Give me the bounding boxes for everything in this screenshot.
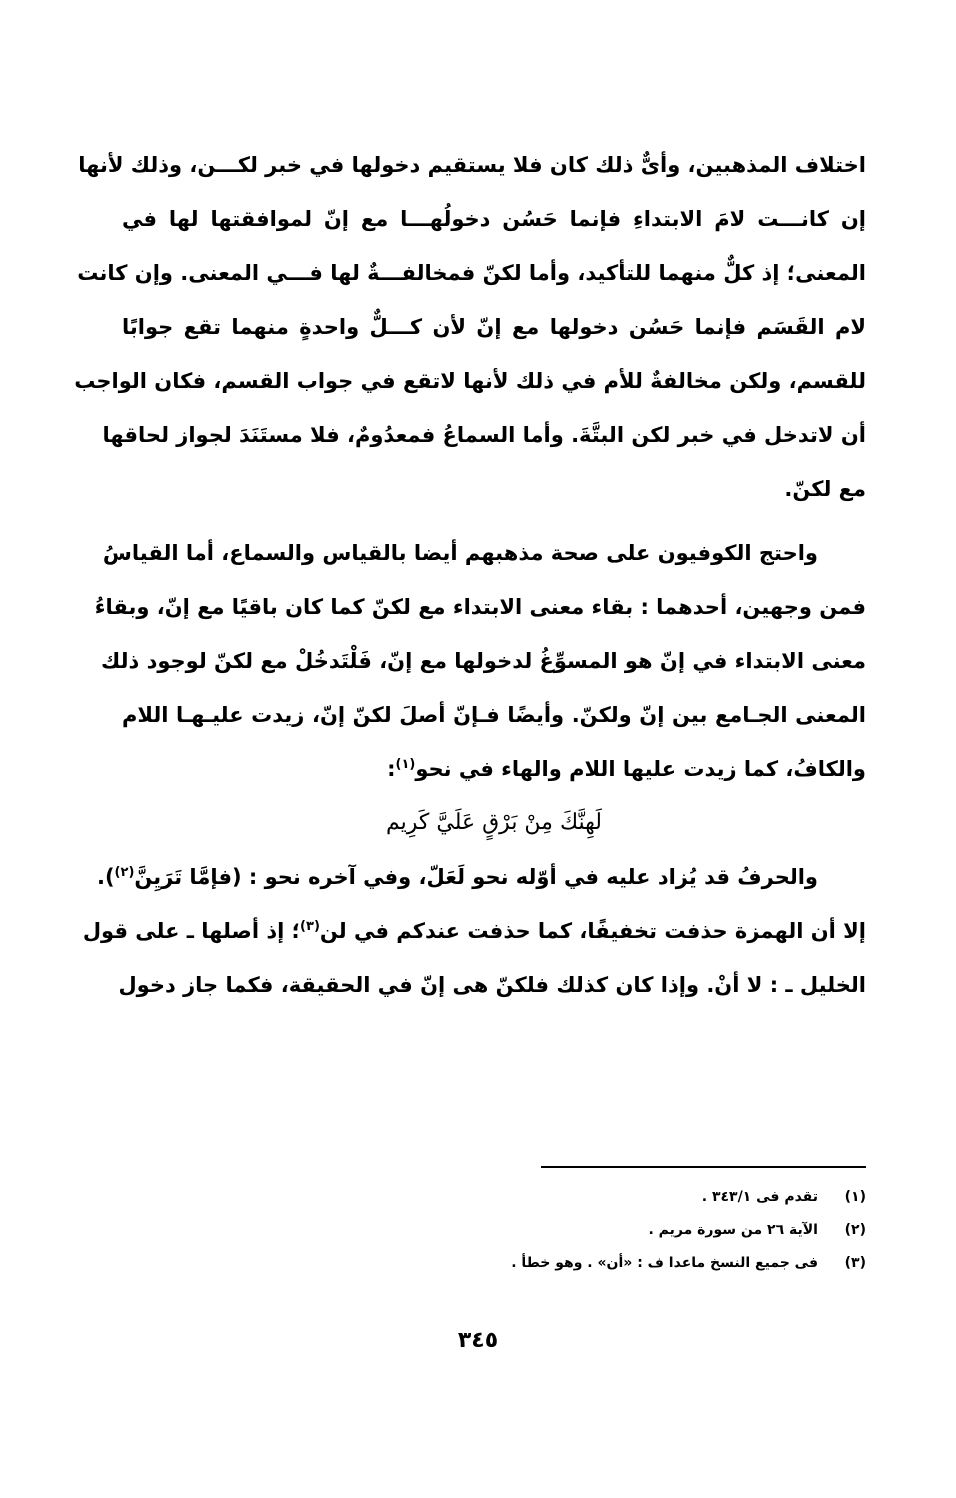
footnote-number: (٢) bbox=[844, 1221, 866, 1238]
paragraph-2 bbox=[94, 526, 866, 796]
footnote-text: تقدم فى ٣٤٣/١ . bbox=[701, 1188, 818, 1205]
footnote-item bbox=[511, 1180, 866, 1213]
text-line: للقسم، ولكن مخالفةٌ للأم في ذلك لأنها لاتقع في جواب القسم، فكان الواجب bbox=[74, 369, 866, 393]
text-line: المعنى؛ إذ كلٌّ منهما للتأكيد، وأما لكنّ فمخالفـــةٌ لها فـــي المعنى. وإن كانت bbox=[77, 261, 866, 285]
text-line: إن كانـــت لامَ الابتداءِ فإنما حَسُن دخولُهـــا مع إنّ لموافقتها لها في bbox=[122, 207, 866, 231]
text-segment: والكافُ، كما زيدت عليها اللام والهاء في نحو bbox=[415, 757, 866, 781]
text-line bbox=[96, 850, 866, 904]
footnote-number: (١) bbox=[844, 1188, 866, 1205]
footnote-text: الآية ٢٦ من سورة مريم . bbox=[648, 1221, 818, 1238]
main-text bbox=[74, 138, 866, 1012]
paragraph-1 bbox=[74, 138, 866, 516]
footnote-separator bbox=[541, 1166, 866, 1168]
text-segment: ؛ إذ أصلها ـ على قول bbox=[82, 919, 301, 943]
text-line: واحتج الكوفيون على صحة مذهبهم أيضا بالقياس والسماع، أما القياسُ bbox=[102, 541, 818, 565]
footnote-ref-2: (٢) bbox=[114, 865, 135, 880]
paragraph-3 bbox=[82, 850, 866, 1012]
text-line: لام القَسَم فإنما حَسُن دخولها مع إنّ لأن كـــلٌّ واحدةٍ منهما تقع جوابًا bbox=[122, 315, 866, 339]
poetry-verse: لَهِنَّكَ مِنْ بَرْقٍ عَلَيَّ كَرِيم bbox=[386, 810, 602, 835]
text-line: أن لاتدخل في خبر لكن البتَّةَ. وأما السماعُ فمعدُومٌ، فلا مستَنَدَ لجواز لحاقها bbox=[102, 423, 866, 447]
text-line: الخليل ـ : لا أنْ. وإذا كان كذلك فلكنّ هى إنّ في الحقيقة، فكما جاز دخول bbox=[118, 973, 866, 997]
footnote-item bbox=[511, 1213, 866, 1246]
text-segment: ). bbox=[96, 865, 115, 889]
text-line: فمن وجهين، أحدهما : بقاء معنى الابتداء مع لكنّ كما كان باقيًا مع إنّ، وبقاءُ bbox=[94, 595, 866, 619]
text-segment: : bbox=[387, 757, 396, 781]
footnote-text: فى جميع النسخ ماعدا ف : «أن» . وهو خطأ . bbox=[511, 1254, 818, 1271]
footnotes bbox=[511, 1180, 866, 1279]
page-number: ٣٤٥ bbox=[457, 1328, 499, 1353]
text-segment: إلا أن الهمزة حذفت تخفيفًا، كما حذفت عندكم في لن bbox=[319, 919, 866, 943]
text-line: معنى الابتداء في إنّ هو المسوِّغُ لدخولها مع إنّ، فَلْتَدخُلْ مع لكنّ لوجود ذلك bbox=[101, 649, 866, 673]
footnote-number: (٣) bbox=[844, 1254, 866, 1271]
text-line bbox=[122, 742, 866, 796]
text-line: المعنى الجـامع بين إنّ ولكنّ. وأيضًا فـإنّ أصلَ لكنّ إنّ، زيدت عليـهـا اللام bbox=[122, 703, 866, 727]
footnote-ref-1: (١) bbox=[395, 757, 416, 772]
text-line bbox=[82, 904, 866, 958]
text-line: مع لكنّ. bbox=[784, 477, 866, 501]
footnote-item bbox=[511, 1246, 866, 1279]
footnote-ref-3: (٣) bbox=[300, 919, 320, 934]
text-line: اختلاف المذهبين، وأىٌّ ذلك كان فلا يستقيم دخولها في خبر لكـــن، وذلك لأنها bbox=[78, 153, 866, 177]
text-segment: والحرفُ قد يُزاد عليه في أوّله نحو لَعَلّ، وفي آخره نحو : (فإمَّا تَرَيِنَّ bbox=[134, 865, 818, 889]
